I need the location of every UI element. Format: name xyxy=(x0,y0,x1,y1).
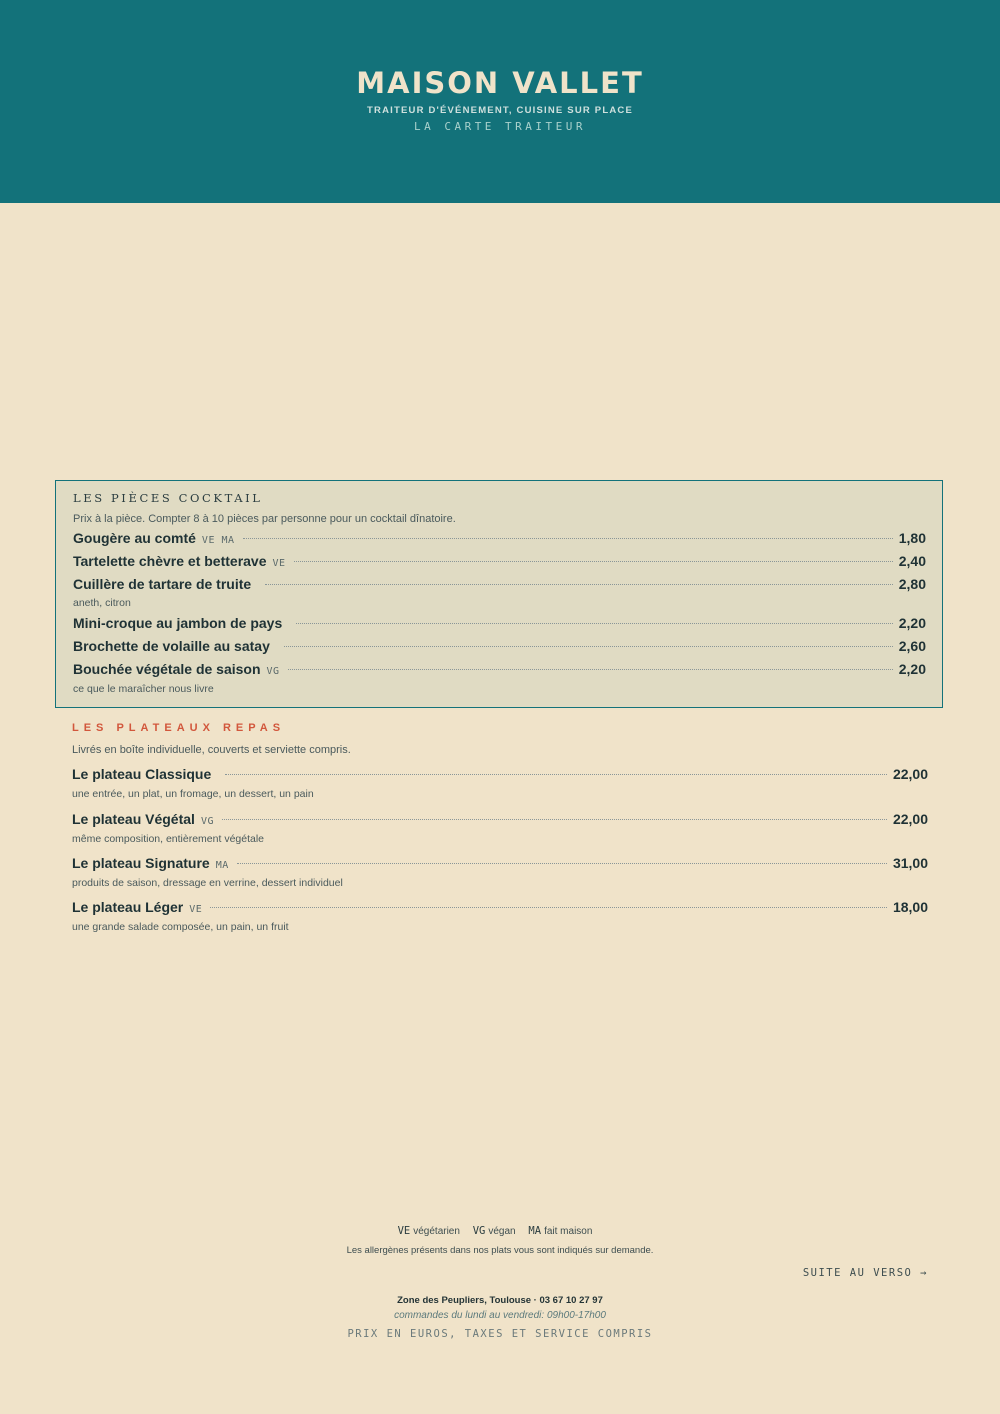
legend-code: VG xyxy=(472,1225,486,1237)
menu-item xyxy=(72,899,928,915)
item-name: Le plateau Végétal xyxy=(72,811,195,827)
item-name: Mini-croque au jambon de pays xyxy=(73,615,283,631)
dot-leader xyxy=(284,646,893,647)
prices-note: PRIX EN EUROS, TAXES ET SERVICE COMPRIS xyxy=(347,1328,653,1340)
plateaux-note: Livrés en boîte individuelle, couverts et serviette compris. xyxy=(72,744,351,756)
dot-leader xyxy=(237,863,887,864)
item-name: Le plateau Léger xyxy=(72,899,184,915)
menu-item xyxy=(73,576,926,592)
header-banner xyxy=(0,0,1000,203)
dot-leader xyxy=(225,774,887,775)
item-name: Brochette de volaille au satay xyxy=(73,638,270,654)
item-description: une grande salade composée, un pain, un fruit xyxy=(72,921,289,933)
dot-leader xyxy=(243,538,893,539)
legend-code: MA xyxy=(528,1225,542,1237)
item-tags: VE MA xyxy=(201,535,235,546)
cocktail-note: Prix à la pièce. Compter 8 à 10 pièces par personne pour un cocktail dînatoire. xyxy=(73,513,456,525)
item-description: aneth, citron xyxy=(73,597,131,609)
item-description: produits de saison, dressage en verrine, dessert individuel xyxy=(72,877,343,889)
item-description: même composition, entièrement végétale xyxy=(72,833,265,845)
menu-item xyxy=(73,615,926,631)
item-name: Le plateau Classique xyxy=(72,766,212,782)
legend-label: fait maison xyxy=(544,1226,593,1237)
item-price: 22,00 xyxy=(892,766,928,782)
item-tags: VE xyxy=(272,558,286,569)
item-price: 1,80 xyxy=(898,530,926,546)
menu-item xyxy=(73,530,926,546)
item-price: 31,00 xyxy=(892,855,928,871)
item-price: 22,00 xyxy=(892,811,928,827)
item-price: 18,00 xyxy=(892,899,928,915)
item-tags: VE xyxy=(189,904,203,915)
item-name: Gougère au comté xyxy=(73,530,196,546)
item-name: Bouchée végétale de saison xyxy=(73,661,261,677)
menu-item xyxy=(72,855,928,871)
cocktail-section xyxy=(55,480,943,708)
menu-item xyxy=(72,766,928,782)
menu-item xyxy=(72,811,928,827)
dot-leader xyxy=(222,819,887,820)
brand-name: MAISON VALLET xyxy=(356,66,644,100)
brand-tagline: TRAITEUR D'ÉVÉNEMENT, CUISINE SUR PLACE xyxy=(367,105,633,116)
next-page-link[interactable]: SUITE AU VERSO → xyxy=(802,1267,928,1279)
legend-label: végan xyxy=(488,1226,516,1237)
menu-item xyxy=(73,661,926,677)
dot-leader xyxy=(210,907,887,908)
item-price: 2,60 xyxy=(898,638,926,654)
item-description: une entrée, un plat, un fromage, un dessert, un pain xyxy=(72,788,314,800)
item-price: 2,20 xyxy=(898,661,926,677)
item-tags: VG xyxy=(200,816,214,827)
cocktail-title: LES PIÈCES COCKTAIL xyxy=(73,491,263,505)
legend-label: végétarien xyxy=(413,1226,460,1237)
item-name: Cuillère de tartare de truite xyxy=(73,576,252,592)
item-description: ce que le maraîcher nous livre xyxy=(73,683,214,695)
menu-item xyxy=(73,638,926,654)
order-hours: commandes du lundi au vendredi: 09h00-17h00 xyxy=(394,1310,606,1321)
diet-legend xyxy=(0,1225,1000,1237)
item-name: Tartelette chèvre et betterave xyxy=(73,553,267,569)
allergens-note: Les allergènes présents dans nos plats vous sont indiqués sur demande. xyxy=(346,1245,654,1256)
dot-leader xyxy=(296,623,892,624)
dot-leader xyxy=(294,561,893,562)
item-tags: MA xyxy=(215,860,229,871)
item-price: 2,40 xyxy=(898,553,926,569)
menu-item xyxy=(73,553,926,569)
plateaux-title: LES PLATEAUX REPAS xyxy=(72,722,286,734)
dot-leader xyxy=(265,584,893,585)
dot-leader xyxy=(288,669,893,670)
item-price: 2,80 xyxy=(898,576,926,592)
item-name: Le plateau Signature xyxy=(72,855,210,871)
item-price: 2,20 xyxy=(898,615,926,631)
address-line: Zone des Peupliers, Toulouse · 03 67 10 27 97 xyxy=(397,1295,603,1306)
menu-subtitle: LA CARTE TRAITEUR xyxy=(413,120,587,133)
legend-code: VE xyxy=(397,1225,411,1237)
item-tags: VG xyxy=(266,666,280,677)
